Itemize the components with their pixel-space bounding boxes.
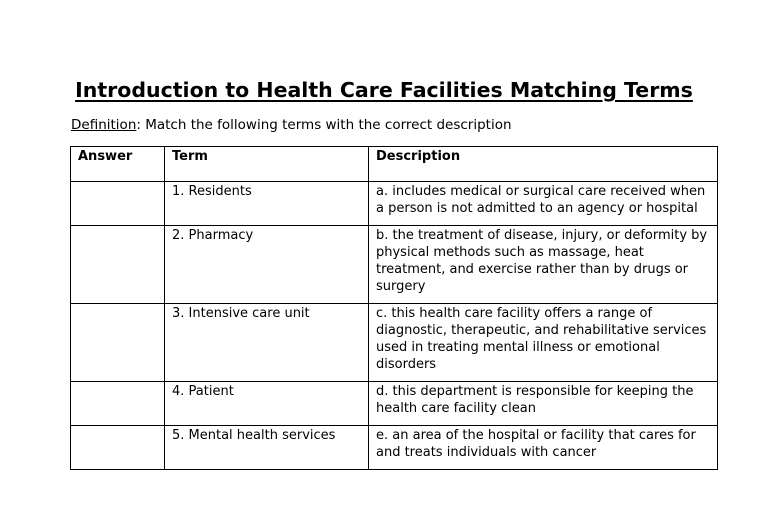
table-row [71, 426, 718, 470]
table-header-row [71, 147, 718, 182]
matching-table [70, 146, 718, 470]
description-cell: d. this department is responsible for keeping the health care facility clean [369, 382, 718, 426]
term-cell: 4. Patient [165, 382, 369, 426]
description-cell: b. the treatment of disease, injury, or deformity by physical methods such as massage, heat treatment, and exercise rather than by drugs or surgery [369, 226, 718, 304]
table-row [71, 182, 718, 226]
table-row [71, 304, 718, 382]
term-cell: 2. Pharmacy [165, 226, 369, 304]
instruction-text: : Match the following terms with the correct description [136, 117, 512, 133]
term-cell: 5. Mental health services [165, 426, 369, 470]
term-column-header: Term [165, 147, 369, 182]
answer-cell[interactable] [71, 226, 165, 304]
answer-cell[interactable] [71, 382, 165, 426]
instruction-lead: Definition [71, 117, 137, 133]
answer-cell[interactable] [71, 304, 165, 382]
page-title: Introduction to Health Care Facilities Matching Terms [75, 78, 693, 102]
description-column-header: Description [369, 147, 718, 182]
answer-column-header: Answer [71, 147, 165, 182]
description-cell: c. this health care facility offers a range of diagnostic, therapeutic, and rehabilitative services used in treating mental illness or emotional disorders [369, 304, 718, 382]
description-cell: e. an area of the hospital or facility that cares for and treats individuals with cancer [369, 426, 718, 470]
description-cell: a. includes medical or surgical care received when a person is not admitted to an agency or hospital [369, 182, 718, 226]
table-row [71, 226, 718, 304]
answer-cell[interactable] [71, 182, 165, 226]
term-cell: 3. Intensive care unit [165, 304, 369, 382]
answer-cell[interactable] [71, 426, 165, 470]
table-row [71, 382, 718, 426]
term-cell: 1. Residents [165, 182, 369, 226]
instruction-line [71, 117, 512, 133]
